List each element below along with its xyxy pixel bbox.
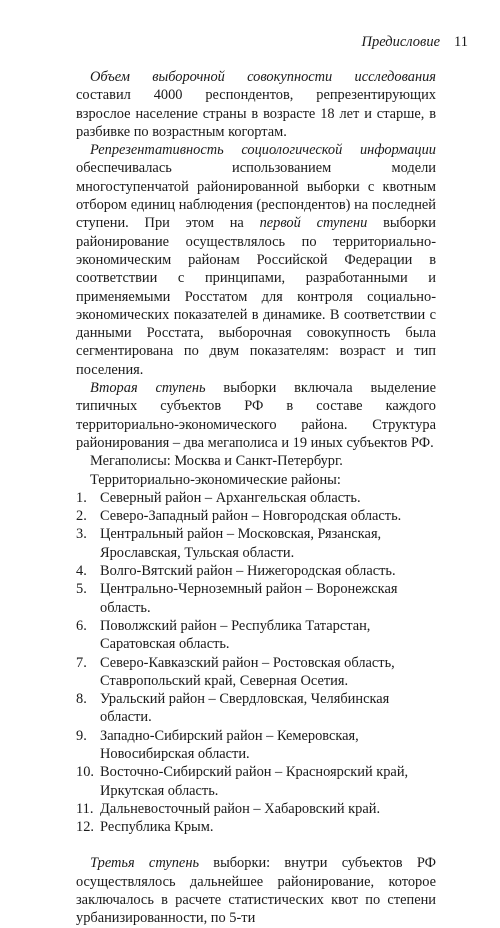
paragraph-text: обеспечивалась использованием модели многоступенчатой районированной выборки с квотным отбором единиц наблюдения (респондентов) на последней ступени. При этом на [76, 160, 436, 232]
region-item [76, 562, 436, 580]
regions-list [76, 489, 436, 837]
emphasis-representativeness: Репрезентативность социологической информации [90, 142, 436, 159]
region-item [76, 489, 436, 507]
region-number: 5. [76, 581, 87, 598]
paragraph-text: составил 4000 респондентов, репрезентирующих взрослое население страны в возрасте 18 лет и старше, в разбивке по возрастным когортам. [76, 87, 436, 140]
region-number: 11. [76, 800, 94, 817]
region-text: Центральный район – Московская, Рязанская, Ярославская, Тульская области. [100, 526, 382, 561]
paragraph-text: выборки: внутри субъектов РФ осуществлялось дальнейшее районирование, которое заключалось в расчете статистических квот по степени урбанизированности, по 5-ти [76, 855, 436, 927]
body-text [76, 68, 436, 928]
emphasis-second-stage: Вторая ступень [90, 380, 206, 397]
page-number: 11 [454, 34, 468, 50]
running-header [361, 34, 468, 51]
region-text: Центрально-Черноземный район – Воронежская область. [100, 581, 398, 616]
region-item [76, 727, 436, 764]
region-text: Северо-Западный район – Новгородская область. [100, 508, 402, 525]
region-number: 7. [76, 654, 87, 671]
region-item [76, 818, 436, 836]
section-title: Предисловие [361, 34, 441, 50]
region-text: Республика Крым. [100, 819, 214, 836]
regions-heading: Территориально-экономические районы: [90, 471, 341, 488]
region-item [76, 800, 436, 818]
region-item [76, 654, 436, 691]
region-item [76, 763, 436, 800]
paragraph-sample-size [76, 68, 436, 141]
region-text: Западно-Сибирский район – Кемеровская, Новосибирская области. [100, 727, 359, 762]
region-number: 4. [76, 563, 87, 580]
region-text: Волго-Вятский район – Нижегородская область. [100, 563, 396, 580]
emphasis-third-stage: Третья ступень [90, 855, 200, 872]
emphasis-sample-size: Объем выборочной совокупности исследования [90, 69, 436, 85]
megapolis-line: Мегаполисы: Москва и Санкт-Петербург. [90, 453, 343, 470]
region-number: 6. [76, 617, 87, 634]
paragraph-text: выборки районирование осуществлялось по территориально-экономическим районам Российской Федерации в соответствии с принципами, разработанными и применяемыми Росстатом для контроля социально-экономических показателей в динамике. В соответствии с данными Росстата, выборочная совокупность была сегментирована по двум показателям: возраст и тип поселения. [76, 215, 436, 378]
region-item [76, 617, 436, 654]
region-number: 8. [76, 691, 87, 708]
region-text: Восточно-Сибирский район – Красноярский край, Иркутская область. [100, 764, 409, 799]
region-text: Северо-Кавказский район – Ростовская область, Ставропольский край, Северная Осетия. [100, 654, 395, 689]
region-number: 9. [76, 727, 87, 744]
paragraph-third-stage [76, 854, 436, 927]
region-text: Северный район – Архангельская область. [100, 489, 361, 506]
region-text: Дальневосточный район – Хабаровский край. [100, 800, 381, 817]
region-text: Уральский район – Свердловская, Челябинская области. [100, 691, 390, 726]
paragraph-representativeness [76, 141, 436, 379]
region-item [76, 690, 436, 727]
region-text: Поволжский район – Республика Татарстан, Саратовская область. [100, 617, 371, 653]
region-number: 10. [76, 764, 94, 781]
emphasis-first-stage: первой ступени [259, 215, 368, 232]
region-item [76, 525, 436, 562]
paragraph-text: выборки включала выделение типичных субъектов РФ в составе каждого территориально-экономического района. Структура районирования – два мегаполиса и 19 иных субъектов РФ. [76, 380, 436, 451]
region-number: 2. [76, 508, 87, 525]
region-item [76, 580, 436, 617]
region-item [76, 507, 436, 525]
paragraph-second-stage [76, 379, 436, 452]
region-number: 3. [76, 526, 87, 543]
region-number: 1. [76, 489, 87, 506]
region-number: 12. [76, 819, 94, 836]
